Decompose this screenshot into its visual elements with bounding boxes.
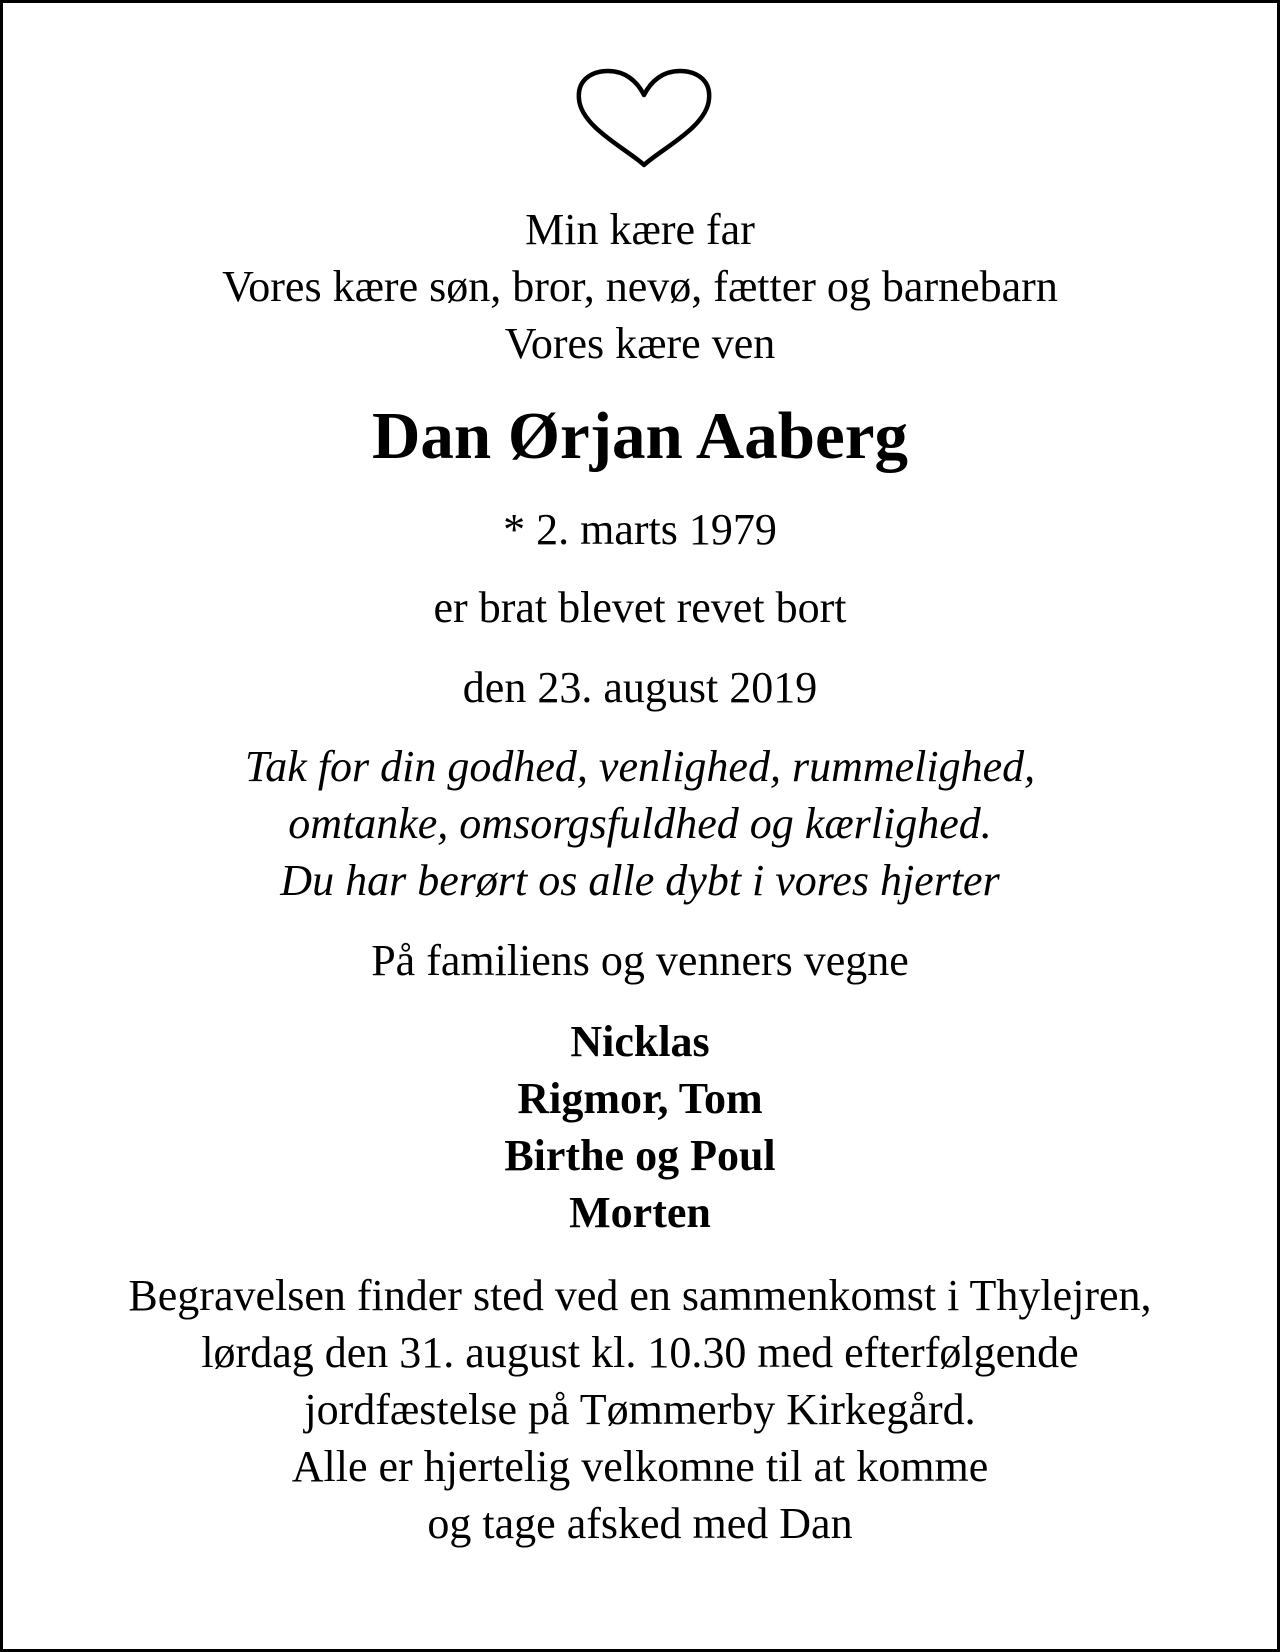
birth-date: * 2. marts 1979 [503, 505, 777, 554]
signer-name: Morten [569, 1188, 711, 1237]
funeral-line: og tage afsked med Dan [427, 1499, 853, 1548]
tribute-text [23, 738, 1257, 909]
intro-line-family: Vores kære søn, bror, nevø, fætter og barnebarn [222, 262, 1058, 311]
passing-statement: er brat blevet revet bort [433, 583, 847, 632]
funeral-line: Begravelsen finder sted ved en sammenkomst i Thylejren, [128, 1271, 1152, 1320]
on-behalf-line: På familiens og venners vegne [371, 936, 909, 985]
intro-line-friend: Vores kære ven [504, 319, 776, 368]
heart-icon [569, 65, 719, 177]
death-date: den 23. august 2019 [462, 663, 818, 712]
signer-name: Nicklas [570, 1017, 710, 1066]
intro-line-father: Min kære far [525, 205, 755, 254]
tribute-line: omtanke, omsorgsfuldhed og kærlighed. [288, 799, 992, 848]
tribute-line: Tak for din godhed, venlighed, rummelighed, [244, 742, 1036, 791]
intro-lines [23, 201, 1257, 372]
funeral-line: lørdag den 31. august kl. 10.30 med efterfølgende [201, 1328, 1079, 1377]
signer-name: Birthe og Poul [504, 1131, 776, 1180]
notice-content [3, 201, 1277, 1552]
signers-list [23, 1013, 1257, 1241]
signer-name: Rigmor, Tom [517, 1074, 763, 1123]
tribute-line: Du har berørt os alle dybt i vores hjerter [280, 856, 1000, 905]
funeral-info [23, 1267, 1257, 1552]
funeral-line: jordfæstelse på Tømmerby Kirkegård. [304, 1385, 976, 1434]
deceased-name: Dan Ørjan Aaberg [372, 399, 908, 473]
funeral-line: Alle er hjertelig velkomne til at komme [291, 1442, 989, 1491]
